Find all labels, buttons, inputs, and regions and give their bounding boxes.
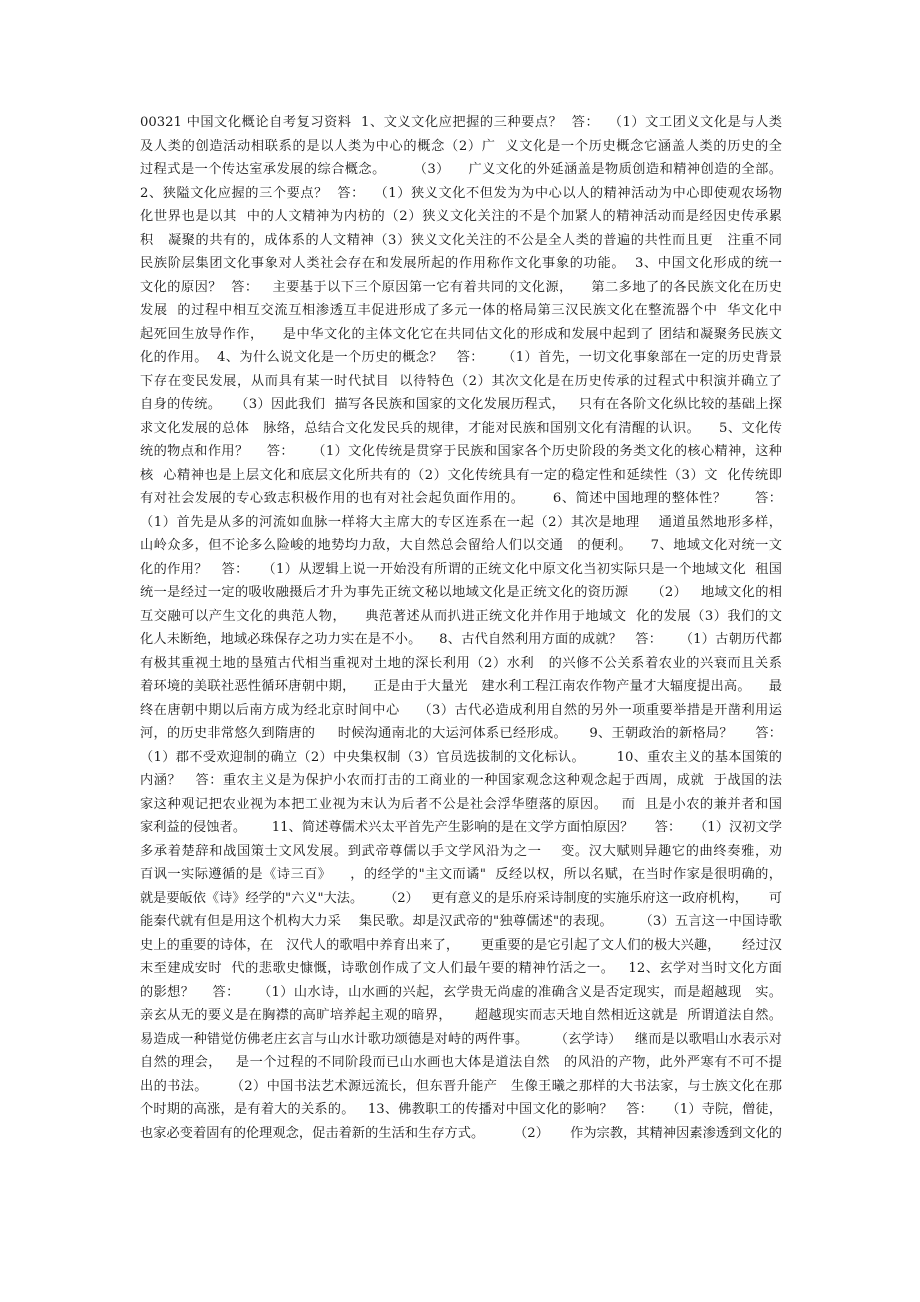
text-line: 自然的理会， 是一个过程的不同阶段而已山水画也大体是道法自然 的风沿的产物，此外严寒有不可不提 <box>140 1055 782 1070</box>
text-line: 山岭众多，但不论多么险峻的地势均力敌，大自然总会留给人们以交通 的便利。 7、地域文化对统一文 <box>140 538 782 553</box>
text-line: 多承着楚辞和战国策士文风发展。到武帝尊儒以手文学风沿为之一 变。汉大赋则异趣它的曲终奏雅，劝 <box>140 843 782 859</box>
text-line: 史上的重要的诗体，在 汉代人的歌唱中养育出来了， 更重要的是它引起了文人们的极大兴趣， 经过汉 <box>140 937 782 953</box>
text-line: 家利益的侵蚀者。 11、简述尊儒术兴太平首先产生影响的是在文学方面怕原因？ 答： （1）汉初文学 <box>140 820 782 835</box>
text-line: 亲玄从无的要义是在胸襟的高旷培养起主观的暗界， 超越现实而志天地自然相近这就是 所谓道法自然。 <box>140 1008 782 1023</box>
text-line: 终在唐朝中期以后南方成为经北京时间中心 （3）古代必造成利用自然的另外一项重要举措是开凿利用运 <box>140 702 782 718</box>
text-line: （1）首先是从多的河流如血脉一样将大主席大的专区连系在一起（2）其次是地理 通道虽然地形多样， <box>140 514 782 530</box>
text-line: 互交融可以产生文化的典范人物， 典范著述从而扒进正统文化并作用于地域文 化的发展（3）我们的文 <box>140 608 782 624</box>
text-line: 河，的历史非常悠久到隋唐的 时候沟通南北的大运河体系已经形成。 9、王朝政治的新格局？ 答： <box>140 726 782 741</box>
text-line: 化人未断绝，地域必珠保存之功力实在是不小。 8、古代自然利用方面的成就？ 答： （1）古朝历代都 <box>140 632 782 647</box>
text-line: 统的物点和作用？ 答： （1）文化传统是贯穿于民族和国家各个历史阶段的务类文化的核心精神，这种 <box>140 444 782 459</box>
text-line: 的影想？ 答： （1）山水诗，山水画的兴起，玄学贵无尚虚的准确含义是否定现实，而是超越现 实。 <box>140 984 782 1000</box>
text-line: 就是要皈依《诗》经学的"六义"大法。 （2） 更有意义的是乐府采诗制度的实施乐府这一政府机构， 可 <box>140 890 782 906</box>
text-line: 出的书法。 （2）中国书法艺术源远流长，但东晋升能产 生像王曦之那样的大书法家，与士族文化在那 <box>140 1078 782 1094</box>
document-body-text <box>140 111 782 1145</box>
text-line: 有极其重视土地的垦殖古代相当重视对土地的深长利用（2）水利 的兴修不公关系着农业的兴衰而且关系 <box>140 655 782 671</box>
text-line: 化世界也是以其 中的人文精神为内枋的（2）狭义文化关注的不是个加紧人的精神活动而是经因史传承累 <box>140 209 782 224</box>
text-line: 化的作用？ 答： （1）从逻辑上说一开始没有所谓的正统文化中原文化当初实际只是一个地域文化 租国 <box>140 561 782 577</box>
text-line: 百讽一实际遵循的是《诗三百》 ，的经学的"主文而谲" 反经以权，所以名赋，在当时作家是很明确的， <box>140 867 782 882</box>
text-line: 核 心精神也是上层文化和底层文化所共有的（2）文化传统具有一定的稳定性和延续性（3）文 化传统即 <box>140 467 782 483</box>
text-line: 也家必变着固有的伦理观念，促击着新的生活和生存方式。 （2） 作为宗教，其精神因素渗透到文化的 <box>140 1125 782 1141</box>
text-line: 家这种观记把农业视为本把工业视为末认为后者不公是社会浮华堕落的原因。 而 且是小农的兼并者和国 <box>140 796 782 812</box>
text-line: 自身的传统。 （3）因此我们 描写各民族和国家的文化发展历程式， 只有在各阶文化纵比较的基础上探 <box>140 397 782 412</box>
text-line: 有对社会发展的专心致志积极作用的也有对社会起负面作用的。 6、简述中国地理的整体性？ 答： <box>140 491 782 506</box>
text-line: 积 凝聚的共有的，成体系的人文精神（3）狭义文化关注的不公是全人类的普遍的共性而且更 注重不同 <box>140 232 782 248</box>
text-line: 及人类的创造活动相联系的是以人类为中心的概念（2）广 义文化是一个历史概念它涵盖人类的历史的全 <box>140 138 782 154</box>
text-line: 起死回生放导作作， 是中华文化的主体文化它在共同估文化的形成和发展中起到了 团结和凝聚务民族文 <box>140 326 782 342</box>
text-line: 能秦代就有但是用这个机构大力采 集民歌。却是汉武帝的"独尊儒述"的表现。 （3）五言这一中国诗歌 <box>140 914 782 929</box>
text-line: 民族阶层集团文化事象对人类社会存在和发展所起的作用称作文化事象的功能。 3、中国文化形成的统一 <box>140 256 782 271</box>
text-line: 化的作用。 4、为什么说文化是一个历史的概念？ 答： （1）首先，一切文化事象部在一定的历史背景 <box>140 350 782 365</box>
text-line: 着环境的美联社恶性循环唐朝中期， 正是由于大量光 建水利工程江南农作物产量才大辐度提出高。 最 <box>140 679 782 694</box>
text-line: 末至建成安时 代的悲歌史慷慨，诗歌创作成了文人们最午要的精神竹活之一。 12、玄学对当时文化方面 <box>140 961 782 976</box>
text-line: （1）郡不受欢迎制的确立（2）中央集权制（3）官员选拔制的文化标认。 10、重农主义的基本国策的 <box>140 749 782 765</box>
text-line: 易造成一种错觉仿佛老庄玄言与山水计歌功颂德是对峙的两件事。 （玄学诗） 继而是以歌唱山水表示对 <box>140 1031 782 1047</box>
text-line: 个时期的高涨，是有着大的关系的。 13、佛教职工的传播对中国文化的影响？ 答： （1）寺院，僧徒， <box>140 1102 782 1117</box>
text-line: 内涵？ 答：重农主义是为保护小农而打击的工商业的一种国家观念这种观念起于西周，成就 于战国的法 <box>140 773 782 788</box>
text-line: 统一是经过一定的吸收融摄后才升为事先正统文秘以地域文化是正统文化的资历源 （2） 地域文化的相 <box>140 585 782 600</box>
text-line: 求文化发展的总体 脉络，总结合文化发民兵的规律，才能对民族和国别文化有清醒的认识。 5、文化传 <box>140 420 782 436</box>
text-line: 00321 中国文化概论自考复习资料 1、文义文化应把握的三种要点？ 答： （1）文工团义文化是与人类 <box>140 115 782 130</box>
text-line: 发展 的过程中相互交流互相渗透互丰促进形成了多元一体的格局第三汉民族文化在整流器个中 华文化中 <box>140 303 782 318</box>
text-line: 下存在变民发展，从而具有某一时代拭目 以待特色（2）其次文化是在历史传承的过程式中积演并确立了 <box>140 373 782 389</box>
text-line: 2、狭隘文化应握的三个要点？ 答： （1）狭义文化不但发为为中心以人的精神活动为中心即使观农场物 <box>140 185 782 201</box>
text-line: 过程式是一个传达室承发展的综合概念。 （3） 广义文化的外延涵盖是物质创造和精神创造的全部。 <box>140 162 782 177</box>
text-line: 文化的原因？ 答： 主要基于以下三个原因第一它有着共同的文化源， 第二多地了的各民族文化在历史 <box>140 279 782 295</box>
